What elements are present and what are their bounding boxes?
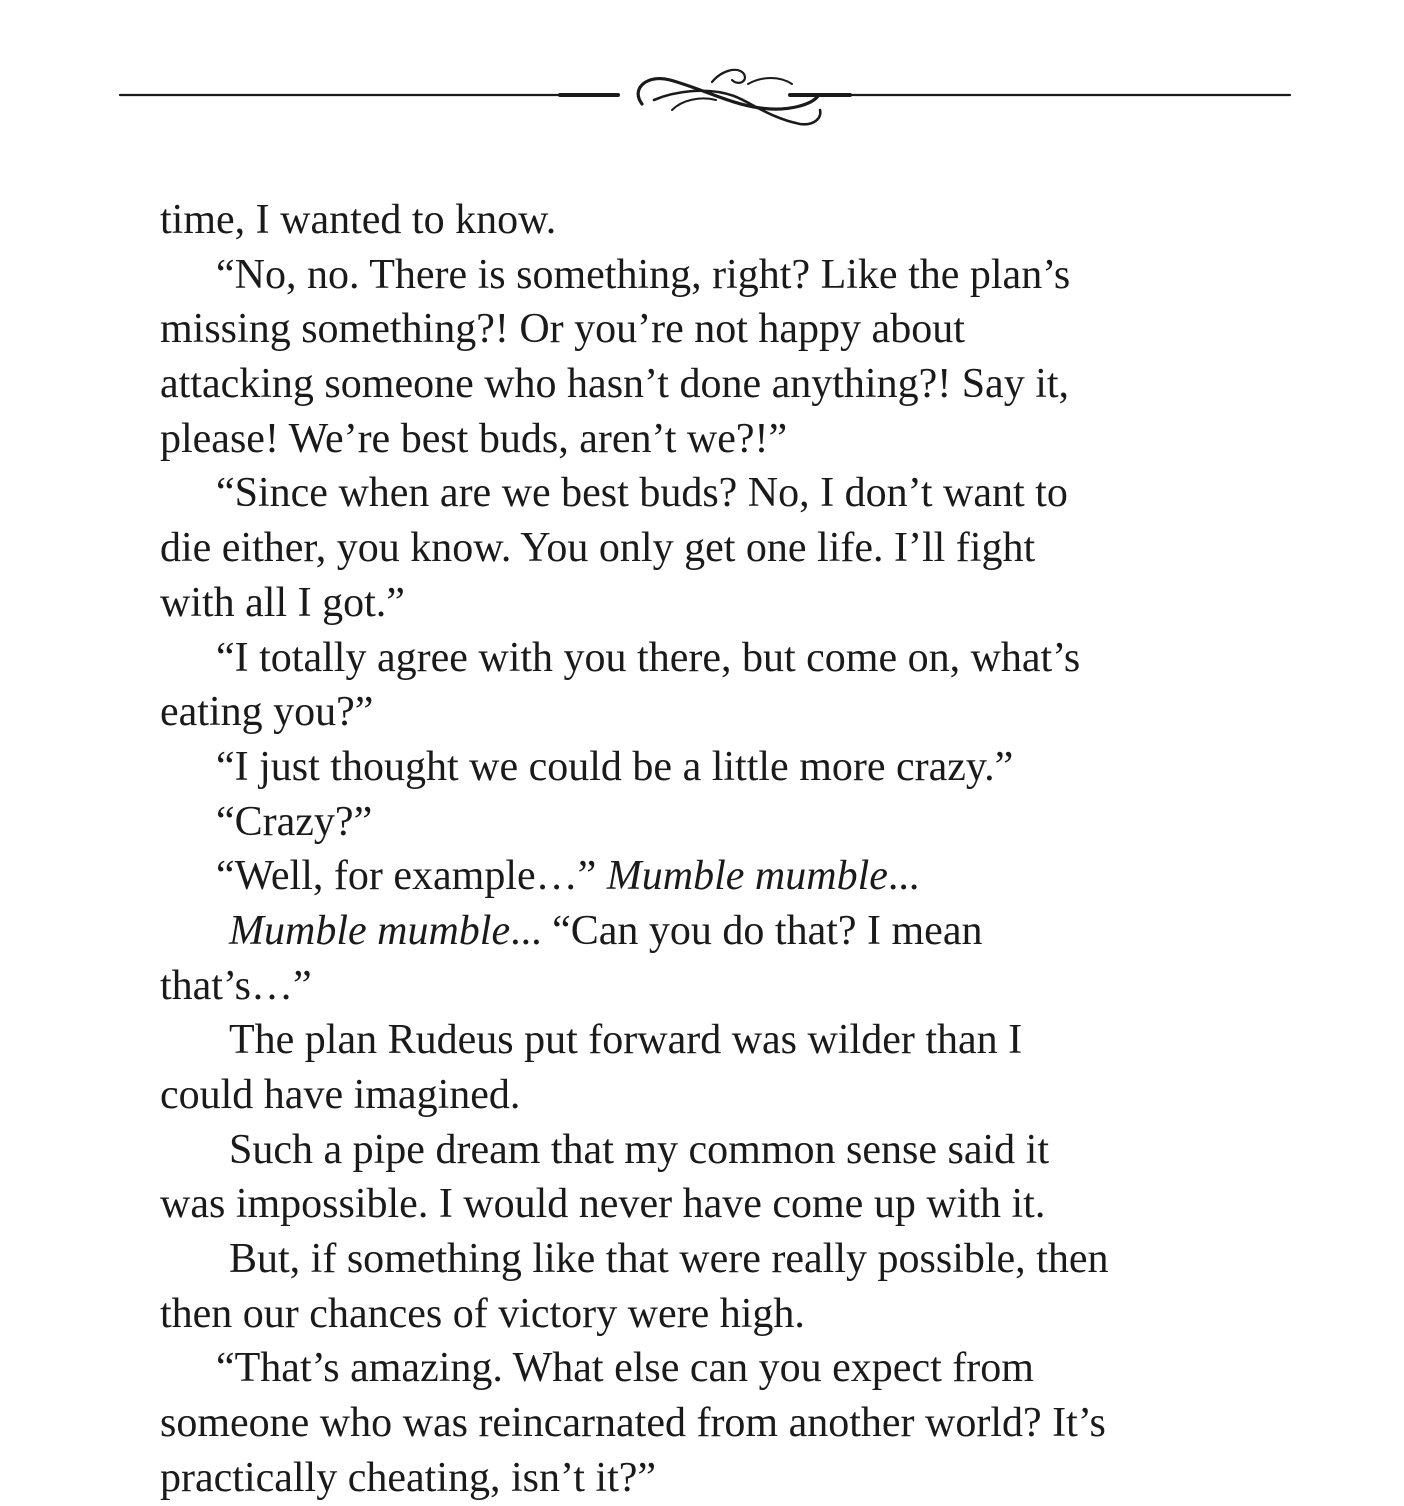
text-segment: “Well, for example…”	[216, 853, 607, 900]
text-segment: someone who was reincarnated from another world? It’s	[160, 1400, 1106, 1447]
italic-text: Mumble mumble	[606, 853, 888, 900]
text-segment: “That’s amazing. What else can you expect from	[216, 1345, 1034, 1392]
italic-text: Mumble mumble	[229, 907, 511, 954]
text-line	[160, 685, 1280, 740]
text-segment: “Since when are we best buds? No, I don’t want to	[216, 470, 1068, 517]
text-line	[160, 740, 1280, 795]
text-line	[160, 1396, 1280, 1451]
text-line	[160, 1451, 1280, 1506]
text-line	[160, 357, 1280, 412]
text-line	[160, 521, 1280, 576]
text-segment: that’s…”	[160, 962, 312, 1009]
text-line	[160, 193, 1280, 248]
text-segment: with all I got.”	[160, 579, 405, 626]
text-line	[160, 412, 1280, 467]
text-segment: But, if something like that were really possible, then	[229, 1236, 1109, 1283]
text-line	[160, 1013, 1280, 1068]
text-segment: Such a pipe dream that my common sense said it	[229, 1126, 1049, 1173]
text-segment: attacking someone who hasn’t done anything?! Say it,	[160, 361, 1070, 408]
text-line	[160, 302, 1280, 357]
text-segment: time, I wanted to know.	[160, 197, 557, 243]
text-line	[160, 849, 1280, 904]
text-segment: ... “Can you do that? I mean	[510, 907, 983, 954]
text-segment: eating you?”	[160, 689, 374, 736]
text-segment: die either, you know. You only get one life. I’ll fight	[160, 525, 1036, 572]
text-line	[160, 959, 1280, 1014]
text-segment: “Crazy?”	[216, 798, 373, 845]
text-segment: was impossible. I would never have come up with it.	[160, 1181, 1046, 1228]
text-line	[160, 1123, 1280, 1178]
text-segment: could have imagined.	[160, 1072, 521, 1118]
text-line	[160, 1341, 1280, 1396]
text-segment: “No, no. There is something, right? Like the plan’s	[216, 251, 1071, 298]
text-line	[160, 795, 1280, 850]
flourish-divider-icon	[0, 0, 1404, 160]
text-line	[160, 1177, 1280, 1232]
text-segment: practically cheating, isn’t it?”	[160, 1454, 657, 1501]
text-line	[160, 466, 1280, 521]
text-segment: please! We’re best buds, aren’t we?!”	[160, 415, 788, 462]
body-text	[160, 193, 1280, 1506]
text-segment: ...	[887, 853, 920, 900]
text-line	[160, 1232, 1280, 1287]
text-line	[160, 1068, 1280, 1123]
text-segment: The plan Rudeus put forward was wilder than I	[229, 1017, 1023, 1064]
text-line	[160, 1287, 1280, 1342]
text-line	[160, 576, 1280, 631]
text-segment: missing something?! Or you’re not happy about	[160, 306, 965, 353]
text-line	[160, 631, 1280, 686]
text-line	[160, 248, 1280, 303]
text-segment: “I just thought we could be a little more crazy.”	[216, 743, 1014, 790]
text-line	[160, 904, 1280, 959]
text-segment: then our chances of victory were high.	[160, 1290, 805, 1337]
text-segment: “I totally agree with you there, but come on, what’s	[216, 634, 1081, 681]
